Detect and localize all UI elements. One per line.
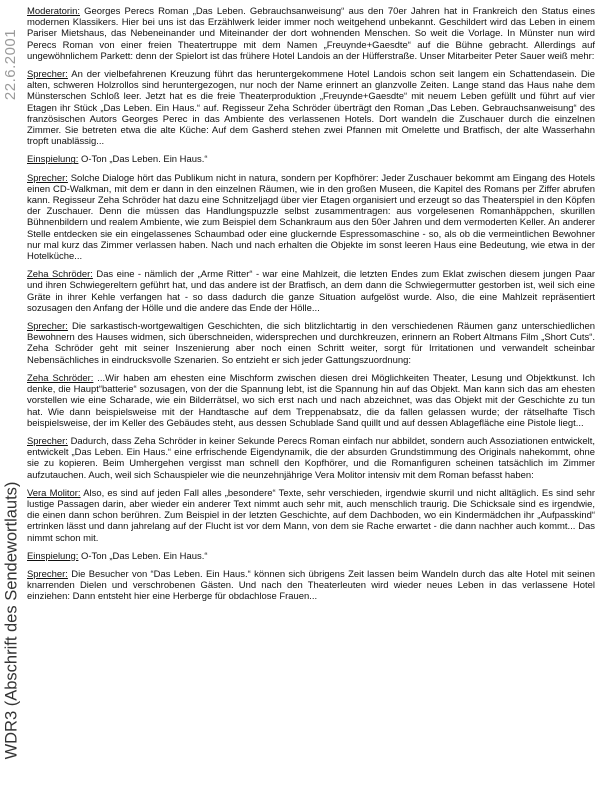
speaker-label: Sprecher: [27, 568, 68, 580]
speaker-label: Sprecher: [27, 435, 68, 447]
speaker-label: Vera Molitor: [27, 487, 81, 499]
paragraph-text: ...Wir haben am ehesten eine Mischform zwischen diesen drei Möglichkeiten Theater, Lesung und Objektkunst. Ich denke, die Haupt“batterie“ sozusagen, von der die Spannung lebt, ist die Spannung hin auf das Objekt. Man kann sich das am ehesten vorstellen wie eine Scharade, wie ein Bilderrätsel, wo sich erst nach und nach abzeichnet, was das Objekt mit der Geschichte zu tun hat. Wie dann beispielsweise mit der Handtasche auf dem Treppenabsatz, die da fallen gelassen wurde; der rätselhafte Tisch beispielsweise, der im Keller des Gebäudes steht, aus dessen Schublade Sand quillt und auf dessen Ablagefläche eine Pistole liegt... [27, 372, 595, 429]
paragraph-text: Dadurch, dass Zeha Schröder in keiner Sekunde Perecs Roman einfach nur abbildet, sondern auch Assoziationen entwickelt, entwickelt „Das Leben. Ein Haus.“ eine erfrischende Eigendynamik, die der absurden Grundstimmung des Originals nahekommt, ohne sie zu kopieren. Beim Umhergehen vergisst man schnell den Kopfhörer, und die Romanfiguren scheinen tatsächlich im Zimmer aufzutauchen. Auch, weil sich Schauspieler wie die neunzehnjährige Vera Molitor intensiv mit dem Roman befasst haben: [27, 435, 595, 481]
paragraph [27, 269, 595, 314]
paragraph [27, 569, 595, 603]
speaker-label: Moderatorin: [27, 6, 80, 17]
speaker-label: Zeha Schröder: [27, 372, 94, 384]
margin-source [0, 436, 24, 804]
paragraph-text: O-Ton „Das Leben. Ein Haus.“ [78, 154, 208, 166]
source-label: WDR3 (Abschrift des Sendewortlauts) [2, 481, 21, 759]
paragraph-text: Das eine - nämlich der „Arme Ritter“ - war eine Mahlzeit, die letzten Endes zum Eklat zwischen diesem jungen Paar und ihren Schwiegereltern geführt hat, und das andere ist der Bratfisch, an dem dann die Schwiegermutter gestorben ist, weil sich eine Gräte in ihrer Kehle verfangen hat - so dass dadurch die ganze Situation aufgelöst wurde. Also, die eine Mahlzeit repräsentiert sozusagen den Anfang der Hölle und die andere das Ende der Hölle... [27, 269, 595, 314]
paragraph [27, 6, 595, 62]
paragraph [27, 69, 595, 147]
paragraph [27, 154, 595, 165]
speaker-label: Sprecher: [27, 321, 68, 333]
paragraph-text: Die Besucher von “Das Leben. Ein Haus.“ können sich übrigens Zeit lassen beim Wandeln durch das alte Hotel mit seinen knarrenden Dielen und verschrobenen Gästen. Und nach den Theaterleuten wird wieder neues Leben in das verlassene Hotel einziehen: Dann entsteht hier eine Herberge für obdachlose Frauen... [27, 568, 595, 603]
paragraph [27, 436, 595, 481]
paragraph [27, 173, 595, 263]
paragraph [27, 373, 595, 429]
paragraph-text: Die sarkastisch-wortgewaltigen Geschichten, die sich blitzlichtartig in den verschiedenen Räumen ganz unterschiedlichen Bewohnern des Hauses widmen, sich überschneiden, widersprechen und durchkreuzen, erinnern an Robert Altmans Film „Short Cuts“. Zeha Schröder geht mit seiner Inszenierung aber noch einen Schritt weiter, sorgt für Irritationen und verwandelt scheinbar Nebensächliches in eindrucksvolle Szenarien. So entzieht er sich jeder Gattungszuordnung: [27, 321, 595, 366]
paragraph-text: Solche Dialoge hört das Publikum nicht in natura, sondern per Kopfhörer: Jeder Zuschauer bekommt am Eingang des Hotels einen CD-Walkman, mit dem er dann in den einzelnen Räumen, wie in den großen Museen, die Kapitel des Romans per Ziffer abrufen kann. Regisseur Zeha Schröder hat dazu eine Schnitzeljagd über vier Etagen organisiert und erzeugt so das Theaterspiel in den Köpfen der Zuschauer. Denn die müssen das Handlungspuzzle selbst zusammentragen: aus vorgelesenen Romanhäppchen, skurillen Bühnenbildern und realem Ambiente, wie zum Beispiel dem Schankraum aus den 50er Jahren und dem vermoderten Keller. An anderer Stelle entdecken sie ein eingelassenes Schaumbad oder eine gluckernde Espressomaschine - so, als ob die vermeintlichen Bewohner nur mal kurz das Zimmer verlassen haben. Nach und nach erhalten die Objekte im sonst leeren Haus eine Bedeutung, wie etwa in der Hotelküche... [27, 172, 596, 263]
paragraph [27, 321, 595, 366]
speaker-label: Einspielung: [27, 154, 79, 166]
paragraph-text: O-Ton „Das Leben. Ein Haus.“ [78, 550, 208, 562]
margin-date [0, 4, 22, 124]
speaker-label: Sprecher: [27, 69, 68, 81]
speaker-label: Sprecher: [27, 172, 68, 184]
paragraph-text: An der vielbefahrenen Kreuzung führt das heruntergekommene Hotel Landois schon seit langem ein Schattendasein. Die alten, schweren Holzrollos sind heruntergezogen, nur noch der Name erinnert an glanzvolle Zeiten. Lange stand das Haus nahe dem Münsterschen Schloß leer. Jetzt hat es die freie Theaterproduktion „Freuynde+Gaesdte“ mit neuem Leben gefüllt und führt auf vier Etagen ihr Stück „Das Leben. Ein Haus.“ auf. Regisseur Zeha Schröder überträgt den Roman „Das Leben. Gebrauchsanweisung“ des französischen Autors Georges Perec in das Ambiente des verlassenen Hotels. Dort wandeln die Zuschauer durch die einzelnen Zimmer. Sie betreten etwa die alte Küche: Auf dem Gasherd stehen zwei Pfannen mit Omelette und Bratfisch, der alte Wasserhahn tropft unablässig... [27, 69, 595, 148]
paragraph [27, 551, 595, 562]
speaker-label: Zeha Schröder: [27, 269, 93, 281]
paragraph-text: Georges Perecs Roman „Das Leben. Gebrauchsanweisung“ aus den 70er Jahren hat in Frankreich den Status eines modernen Klassikers. Hier bei uns ist das Erzählwerk leider immer noch weitgehend unbekannt. Geschildert wird das Leben in einem Pariser Mietshaus, das Nebeneinander und Miteinander der dort wohnenden Menschen. So weit die Vorlage. In Münster nun wird Perecs Roman von einer freien Theatertruppe mit dem Namen „Freuynde+Gaesdte“ auf die Bühne gebracht. Allerdings auf ungewöhnlichem Parkett: denn der Spielort ist das frühere Hotel Landois an der Hüfferstraße. Unser Mitarbeiter Peter Sauer weiß mehr: [27, 6, 595, 62]
paragraph [27, 488, 595, 544]
date-stamp: 22.6.2001 [2, 28, 20, 100]
paragraph-text: Also, es sind auf jeden Fall alles „besondere“ Texte, sehr verschieden, irgendwie skurril und nicht alltäglich. Es sind sehr lustige Passagen darin, aber wieder ein anderer Text nimmt auch sehr mit, auch menschlich traurig. Die Schicksale sind es irgendwie, die einen dann schon berühren. Zum Beispiel in der letzten Geschichte, auf dem Dachboden, wo ein Kindermädchen ihr „Aufpasskind“ ertrinken lässt und dann jahrelang auf der Flucht ist vor dem Mann, von dem sie Rache erwartet - die dann nachher auch kommt... Das nimmt schon mit. [27, 487, 595, 544]
speaker-label: Einspielung: [27, 550, 79, 562]
transcript-body [27, 6, 595, 610]
